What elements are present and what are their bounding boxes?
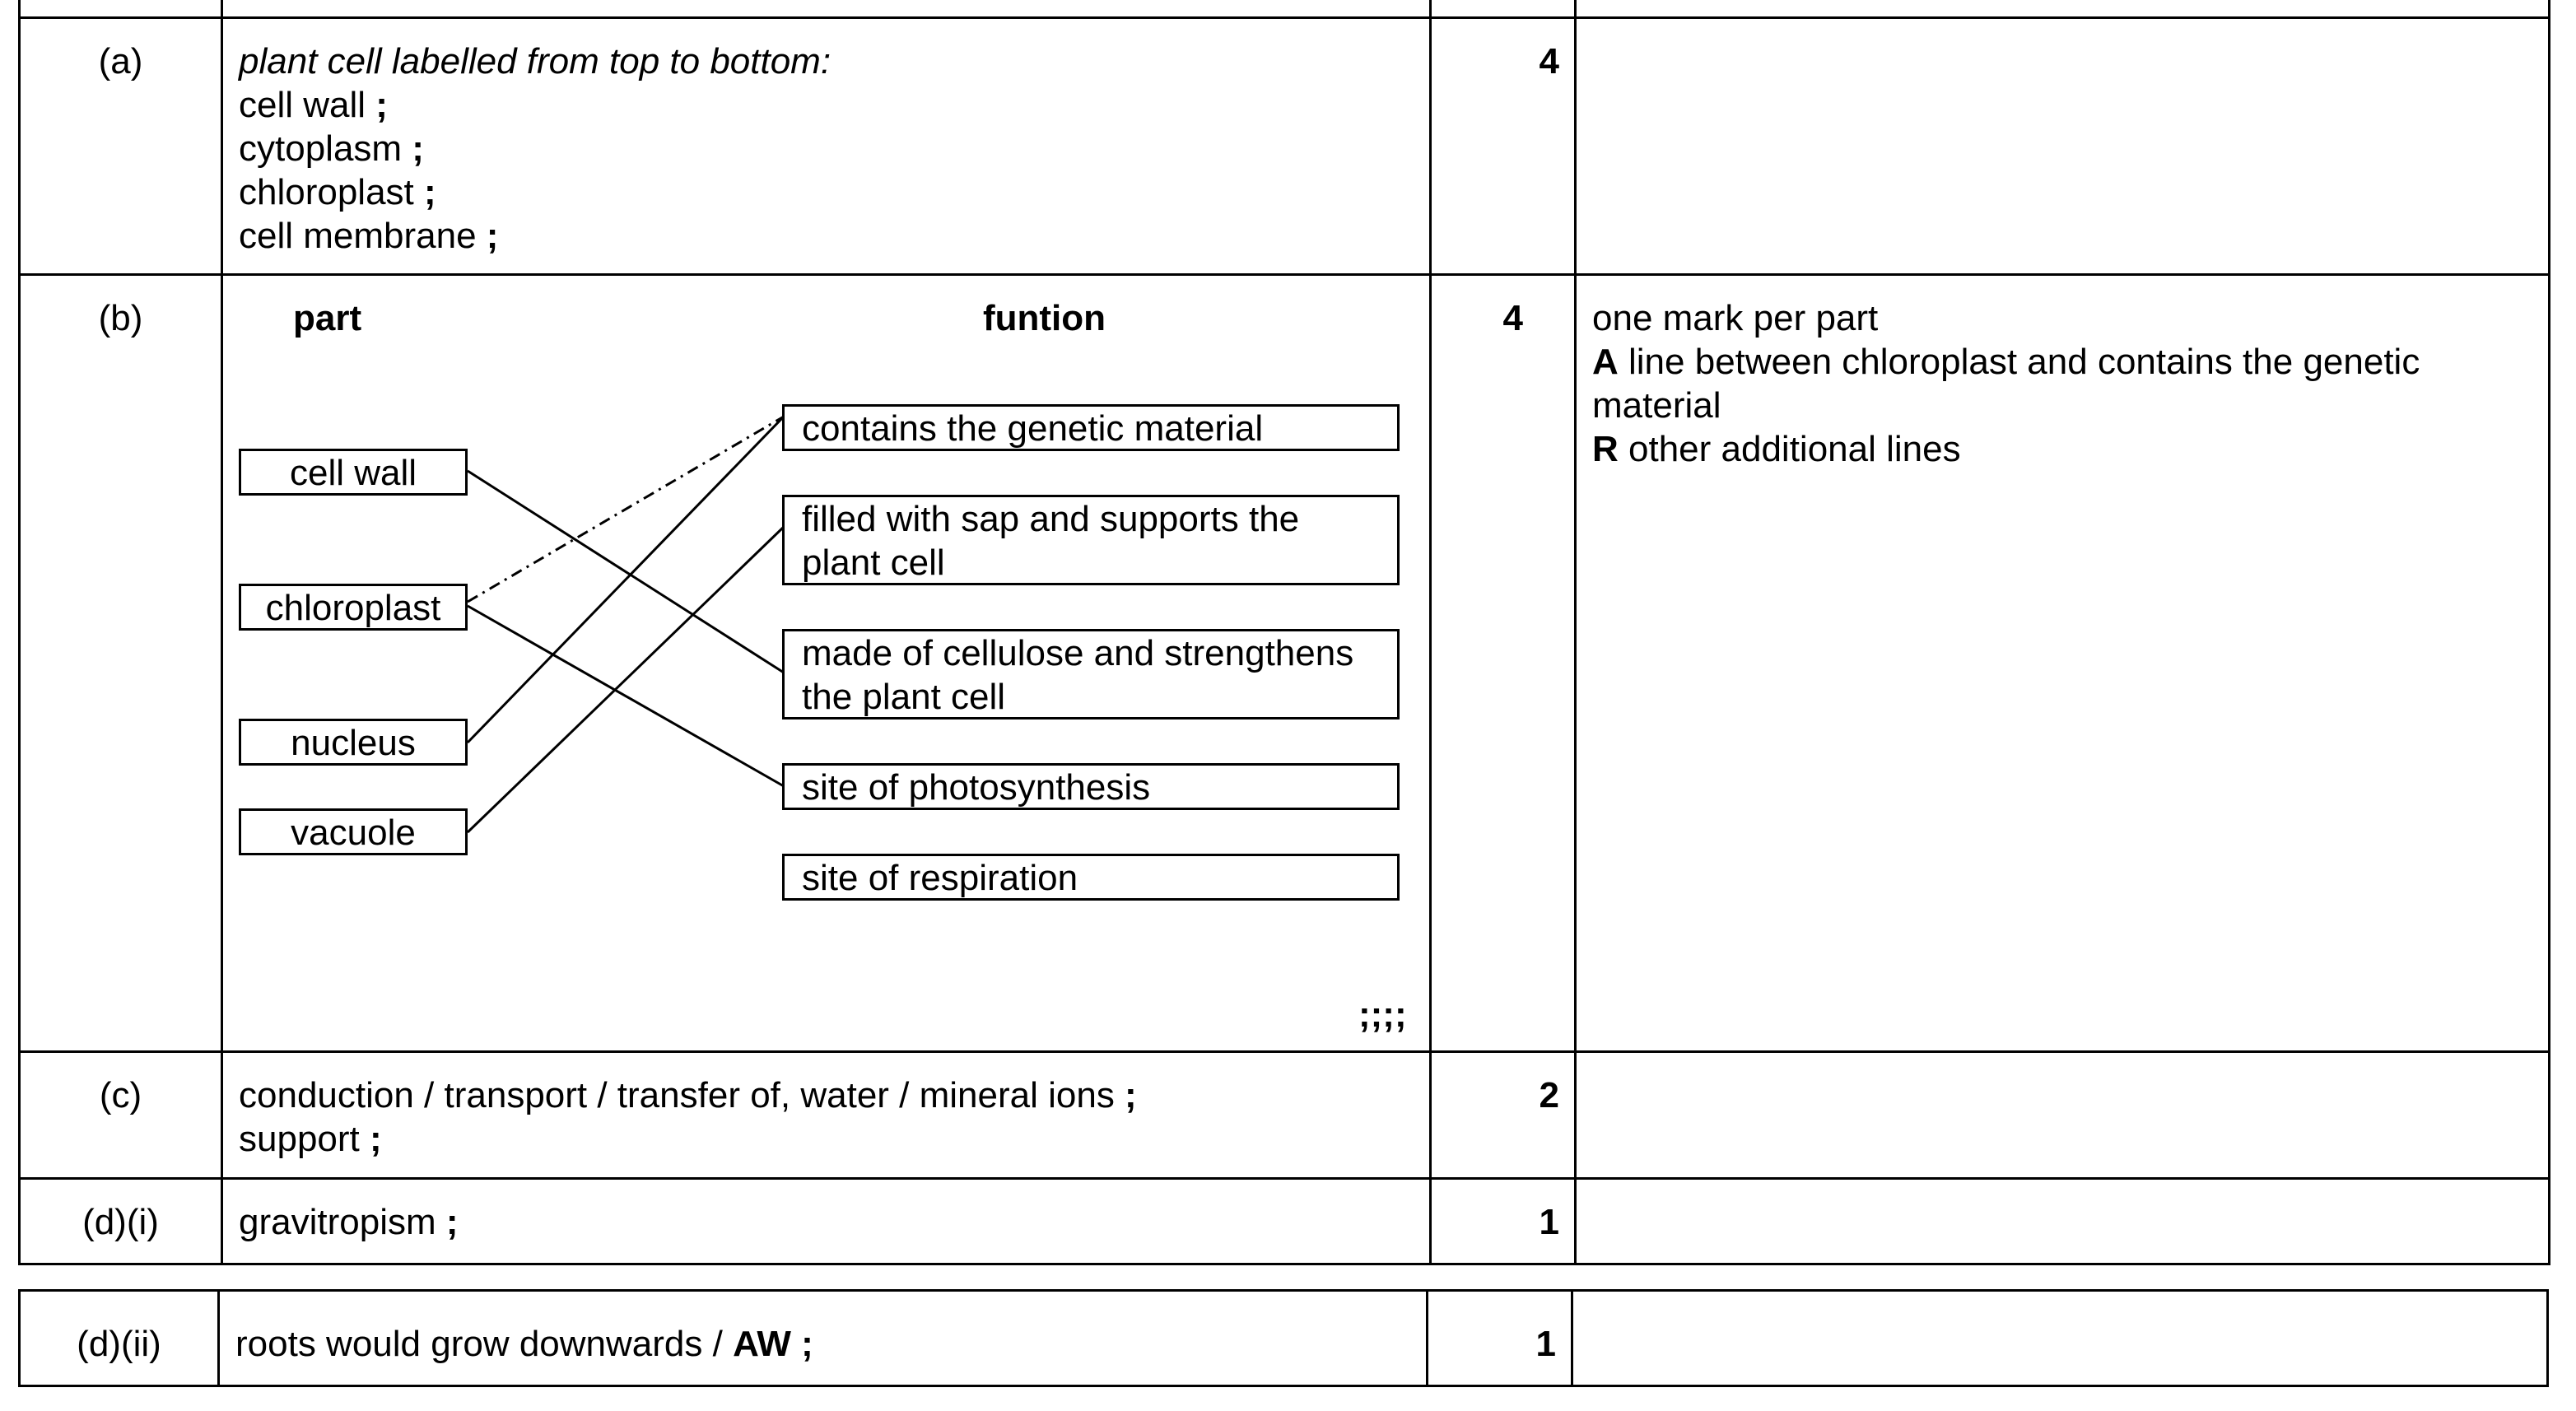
row-a-line: cell wall ; [239, 85, 388, 125]
row-dii-mark: 1 [1535, 1324, 1556, 1364]
function-label: site of respiration [802, 858, 1078, 898]
row-label-di: (d)(i) [82, 1202, 159, 1242]
function-label: contains the genetic material [802, 408, 1264, 449]
row-a-intro: plant cell labelled from top to bottom: [239, 41, 831, 81]
guidance-accept: A line between chloroplast and contains the genetic [1592, 342, 2420, 382]
row-c-mark: 2 [1539, 1075, 1559, 1115]
part-label: vacuole [291, 813, 416, 853]
row-label-c: (c) [99, 1075, 142, 1115]
function-label: the plant cell [802, 677, 1006, 717]
row-b-marker: ;;;; [1358, 994, 1407, 1035]
guidance-line: one mark per part [1592, 298, 1879, 338]
part-label: nucleus [291, 723, 416, 763]
function-label: site of photosynthesis [802, 767, 1151, 808]
row-label-a: (a) [98, 41, 143, 81]
guidance-reject: R other additional lines [1592, 429, 1961, 469]
part-label: chloroplast [265, 588, 441, 628]
function-label: plant cell [802, 543, 945, 583]
part-label: cell wall [289, 453, 417, 493]
row-c-line: support ; [239, 1119, 382, 1159]
function-label: made of cellulose and strengthens [802, 633, 1354, 673]
row-a-line: cell membrane ; [239, 216, 499, 256]
row-di-answer: gravitropism ; [239, 1202, 459, 1242]
row-dii-answer: roots would grow downwards / AW ; [235, 1324, 813, 1364]
row-a-line: cytoplasm ; [239, 128, 424, 169]
column-header-function: funtion [983, 298, 1106, 338]
row-a-line: chloroplast ; [239, 172, 436, 212]
guidance-accept-continued: material [1592, 385, 1721, 426]
line-chloroplast-to-photosynthesis [468, 606, 784, 786]
line-nucleus-to-genetic-material [468, 417, 784, 743]
row-label-b: (b) [98, 298, 143, 338]
row-label-dii: (d)(ii) [77, 1324, 161, 1364]
row-c-line: conduction / transport / transfer of, water / mineral ions ; [239, 1075, 1137, 1115]
row-b-mark: 4 [1502, 298, 1523, 338]
row-di-mark: 1 [1539, 1202, 1559, 1242]
row-a-mark: 4 [1539, 41, 1559, 81]
function-label: filled with sap and supports the [802, 499, 1300, 539]
column-header-part: part [293, 298, 362, 338]
